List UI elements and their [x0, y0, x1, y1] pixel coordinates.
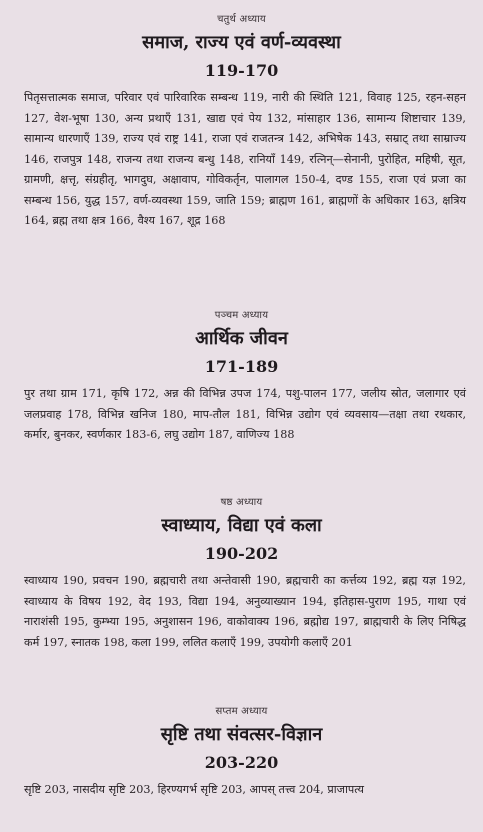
chapter-topics: स्वाध्याय 190, प्रवचन 190, ब्रह्मचारी तथा अन्तेवासी 190, ब्रह्मचारी का कर्त्तव्य 192, ब्रह्म यज्ञ 192, स्वाध्याय के विषय 192, वेद 193, विद्या 194, अनुव्याख्यान 194, इतिहास-पुराण 195, गाथा एवं नाराशंसी 195, कुम्भ्या 195, अनुशासन 196, वाकोवाक्य 196, ब्रह्मोद्य 197, ब्राह्मचारी के लिए निषिद्ध कर्म 197, स्नातक 198, कला 199, ललित कलाएँ 199, उपयोगी कलाएँ 201	[24, 574, 466, 649]
page-range: 119-170	[204, 61, 279, 80]
page-range: 190-202	[204, 544, 279, 563]
chapter-topics: पितृसत्तात्मक समाज, परिवार एवं पारिवारिक सम्बन्ध 119, नारी की स्थिति 121, विवाह 125, रहन-सहन 127, वेश-भूषा 130, अन्य प्रथाएँ 131, खाद्य एवं पेय 132, मांसाहार 136, सामान्य शिष्टाचार 139, सामान्य धारणाएँ 139, राज्य एवं राष्ट्र 141, राजा एवं राजतन्त्र 142, अभिषेक 143, सम्राट् तथा साम्राज्य 146, राजपुत्र 148, राजन्य तथा राजन्य बन्धु 148, रानियाँ 149, रत्निन्—सेनानी, पुरोहित, महिषी, सूत, ग्रामणी, क्षत्तृ, संग्रहीतृ, भागदुघ, अक्षावाप, गोविकर्तृन, पालागल 150-4, दण्ड 155, राजा एवं प्रजा का सम्बन्ध 156, युद्ध 157, वर्ण-व्यवस्था 159, जाति 159; ब्राह्मण 161, ब्राह्मणों के अधिकार 163, क्षत्रिय 164, ब्रह्म तथा क्षत्र 166, वैश्य 167, शूद्र 168	[24, 91, 466, 227]
chapter-label: सप्तम अध्याय	[215, 706, 268, 717]
chapter-label: पञ्चम अध्याय	[214, 310, 269, 321]
chapter-title: सृष्टि तथा संवत्सर-विज्ञान	[160, 724, 323, 745]
chapter-topics: सृष्टि 203, नासदीय सृष्टि 203, हिरण्यगर्भ सृष्टि 203, आपस् तत्त्व 204, प्राजापत्य	[24, 783, 364, 796]
chapter-5	[0, 310, 483, 446]
chapter-title: समाज, राज्य एवं वर्ण-व्यवस्था	[142, 32, 341, 53]
chapter-label: चतुर्थ अध्याय	[217, 14, 266, 25]
chapter-6	[0, 497, 483, 653]
chapter-label: षष्ठ अध्याय	[220, 497, 263, 508]
chapter-7	[0, 706, 483, 801]
page-range: 171-189	[204, 357, 279, 376]
chapter-topics: पुर तथा ग्राम 171, कृषि 172, अन्न की विभिन्न उपज 174, पशु-पालन 177, जलीय स्रोत, जलागार एवं जलप्रवाह 178, विभिन्न खनिज 180, माप-तौल 181, विभिन्न उद्योग एवं व्यवसाय—तक्षा तथा रथकार, कर्मार, बुनकर, स्वर्णकार 183-6, लघु उद्योग 187, वाणिज्य 188	[24, 387, 466, 441]
chapter-title: आर्थिक जीवन	[195, 328, 288, 349]
chapter-title: स्वाध्याय, विद्या एवं कला	[161, 515, 322, 536]
page-range: 203-220	[204, 753, 279, 772]
chapter-4	[0, 14, 483, 232]
